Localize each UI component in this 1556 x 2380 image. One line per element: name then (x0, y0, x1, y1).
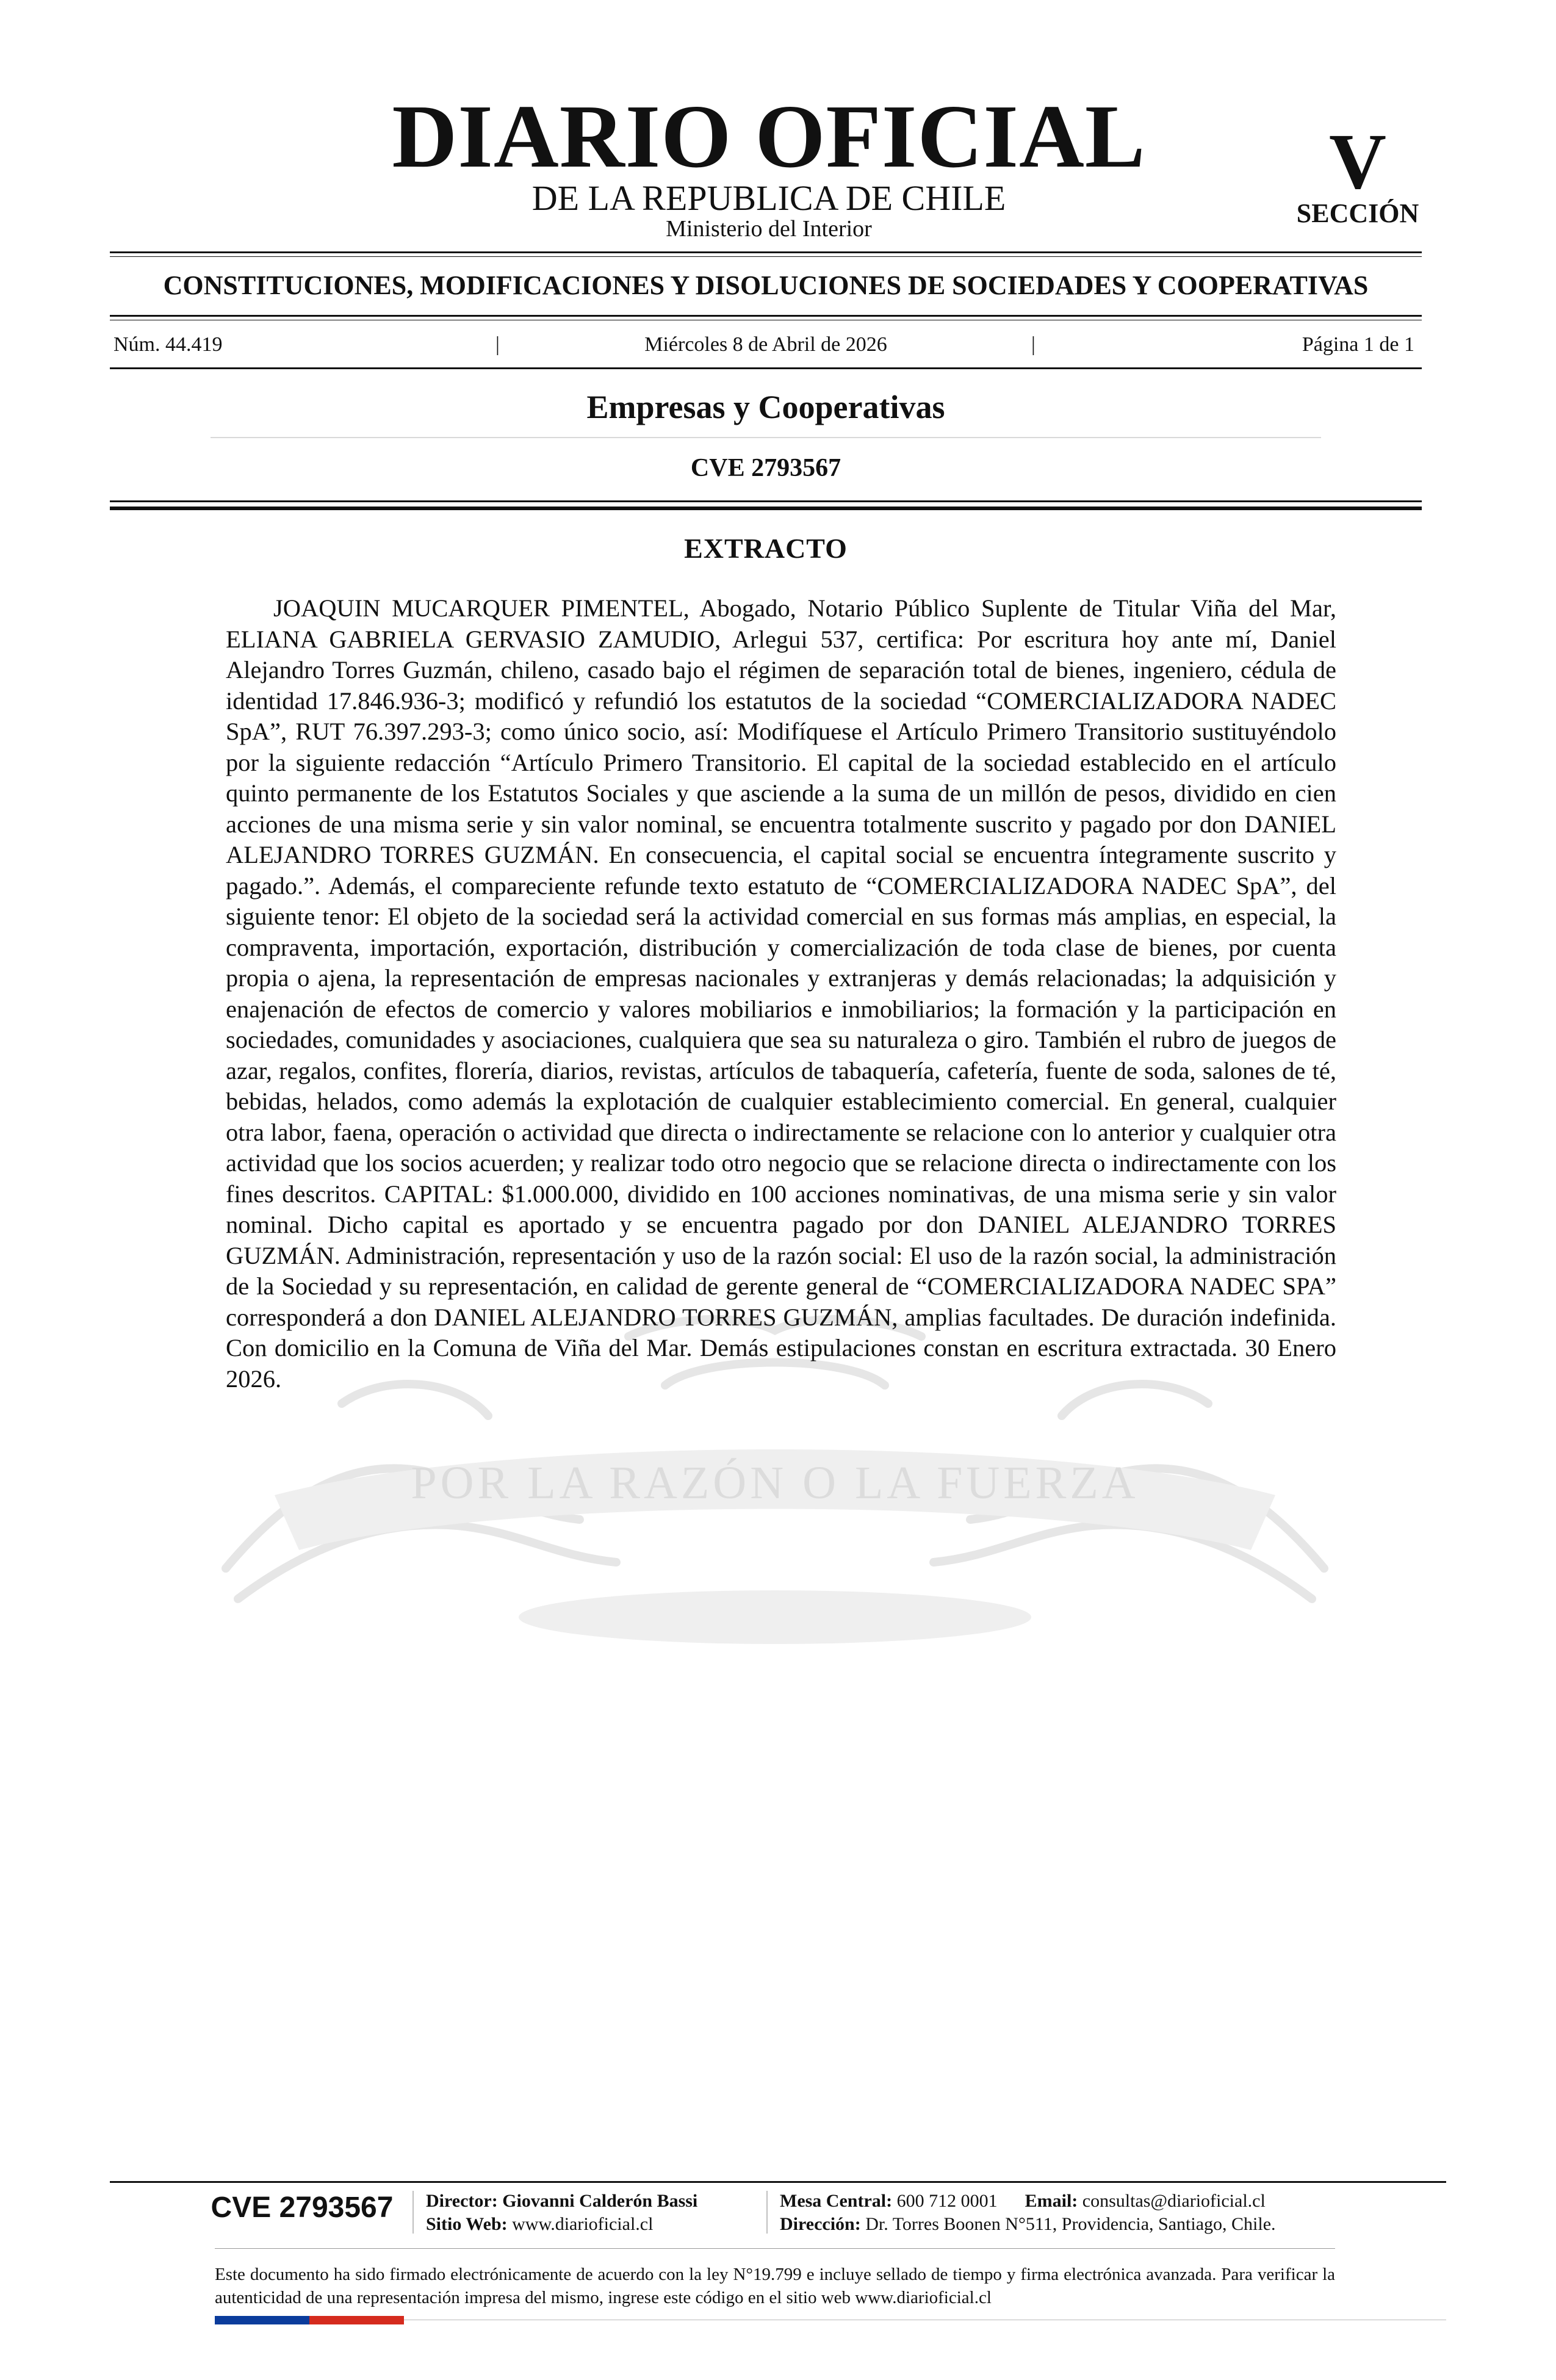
flag-bar-red (309, 2316, 404, 2324)
footer-separator (766, 2191, 768, 2234)
footer-cve-code: CVE 2793567 (211, 2191, 394, 2224)
category-heading: Empresas y Cooperativas (586, 389, 945, 425)
footer-rule-middle (215, 2248, 1335, 2249)
issue-rule-bottom (110, 367, 1422, 369)
email-label: Email: (1025, 2191, 1078, 2211)
footer-legal-notice: Este documento ha sido firmado electrónicamente de acuerdo con la ley N°19.799 e incluye sellado de tiempo y firma electrónica avanzada. Para verificar la autenticidad de una representación impresa del mismo, ingrese este código en el sitio web www.diarioficial.cl (215, 2265, 1335, 2307)
issue-separator: | (1031, 333, 1036, 356)
header-rule-top (110, 251, 1422, 253)
website-label: Sitio Web: (426, 2214, 508, 2234)
issue-separator: | (495, 333, 500, 356)
section-letter: V (1329, 118, 1386, 206)
footer-website (426, 2215, 653, 2234)
masthead-title: DIARIO OFICIAL (392, 87, 1146, 187)
cve-rule-bottom-thick (110, 507, 1422, 510)
phone-label: Mesa Central: (780, 2191, 893, 2211)
section-banner: CONSTITUCIONES, MODIFICACIONES Y DISOLUCIONES DE SOCIEDADES Y COOPERATIVAS (163, 270, 1369, 300)
banner-rule-bottom (110, 315, 1422, 317)
document-body: JOAQUIN MUCARQUER PIMENTEL, Abogado, Notario Público Suplente de Titular Viña del Mar, ELIANA GABRIELA GERVASIO ZAMUDIO, Arlegui 537, certifica: Por escritura hoy ante mí, Daniel Alejandro Torres Guzmán, chileno, casado bajo el régimen de separación total de bienes, ingeniero, cédula de identidad 17.846.936-3; modificó y refundió los estatutos de la sociedad “COMERCIALIZADORA NADEC SpA”, RUT 76.397.293-3; como único socio, así: Modifíquese el Artículo Primero Transitorio sustituyéndolo por la siguiente redacción “Artículo Primero Transitorio. El capital de la sociedad establecido en el artículo quinto permanente de los Estatutos Sociales y que asciende a la suma de un millón de pesos, dividido en cien acciones de una misma serie y sin valor nominal, se encuentra totalmente suscrito y pagado por don DANIEL ALEJANDRO TORRES GUZMÁN. En consecuencia, el capital social se encuentra íntegramente suscrito y pagado.”. Además, el compareciente refunde texto estatuto de “COMERCIALIZADORA NADEC SpA”, del siguiente tenor: El objeto de la sociedad será la actividad comercial en sus formas más amplias, en especial, la compraventa, importación, exportación, distribución y comercialización de toda clase de bienes, por cuenta propia o ajena, la representación de empresas nacionales y extranjeras y demás relacionadas; la adquisición y enajenación de efectos de comercio y valores mobiliarios e inmobiliarios; la formación y la participación en sociedades, comunidades y asociaciones, cualquiera que sea su naturaleza o giro. También el rubro de juegos de azar, regalos, confites, florería, diarios, revistas, artículos de tabaquería, cafetería, fuente de soda, salones de té, bebidas, helados, como además la explotación de cualquier establecimiento comercial. En general, cualquier otra labor, faena, operación o actividad que directa o indirectamente se relacione con lo anterior y cualquier otra actividad que los socios acuerden; y realizar todo otro negocio que se relacione directa o indirectamente con los fines descritos. CAPITAL: $1.000.000, dividido en 100 acciones nominativas, de una misma serie y sin valor nominal. Dicho capital es aportado y se encuentra pagado por don DANIEL ALEJANDRO TORRES GUZMÁN. Administración, representación y uso de la razón social: El uso de la razón social, la administración de la Sociedad y su representación, en calidad de gerente general de “COMERCIALIZADORA NADEC SPA” corresponderá a don DANIEL ALEJANDRO TORRES GUZMÁN, amplias facultades. De duración indefinida. Con domicilio en la Comuna de Viña del Mar. Demás estipulaciones constan en escritura extractada. 30 Enero 2026. (226, 594, 1336, 1393)
cve-code: CVE 2793567 (690, 454, 841, 482)
watermark-base (519, 1590, 1031, 1644)
footer-separator (412, 2191, 414, 2234)
email-link[interactable]: consultas@diarioficial.cl (1082, 2191, 1266, 2211)
address-value: Dr. Torres Boonen N°511, Providencia, Santiago, Chile. (865, 2214, 1276, 2234)
director-value: Giovanni Calderón Bassi (502, 2191, 698, 2211)
director-label: Director: (426, 2191, 498, 2211)
cve-rule-bottom (110, 500, 1422, 502)
footer-address (780, 2215, 1276, 2234)
footer-director (426, 2192, 697, 2210)
flag-bar (215, 2316, 404, 2324)
footer-rule-top (110, 2181, 1446, 2183)
masthead-subtitle: DE LA REPUBLICA DE CHILE (531, 178, 1006, 218)
issue-number: Núm. 44.419 (113, 333, 223, 356)
issue-page: Página 1 de 1 (1302, 333, 1414, 356)
issue-date: Miércoles 8 de Abril de 2026 (644, 333, 887, 356)
flag-bar-blue (215, 2316, 309, 2324)
footer-contact (780, 2192, 1266, 2210)
header-rule-top-thin (110, 256, 1422, 257)
document-title: EXTRACTO (684, 533, 848, 564)
category-divider (211, 437, 1321, 438)
phone-value: 600 712 0001 (896, 2191, 998, 2211)
website-link[interactable]: www.diarioficial.cl (512, 2214, 654, 2234)
address-label: Dirección: (780, 2214, 861, 2234)
masthead-ministry: Ministerio del Interior (666, 216, 872, 242)
section-label: SECCIÓN (1296, 198, 1419, 228)
watermark-motto: POR LA RAZÓN O LA FUERZA (411, 1457, 1139, 1509)
